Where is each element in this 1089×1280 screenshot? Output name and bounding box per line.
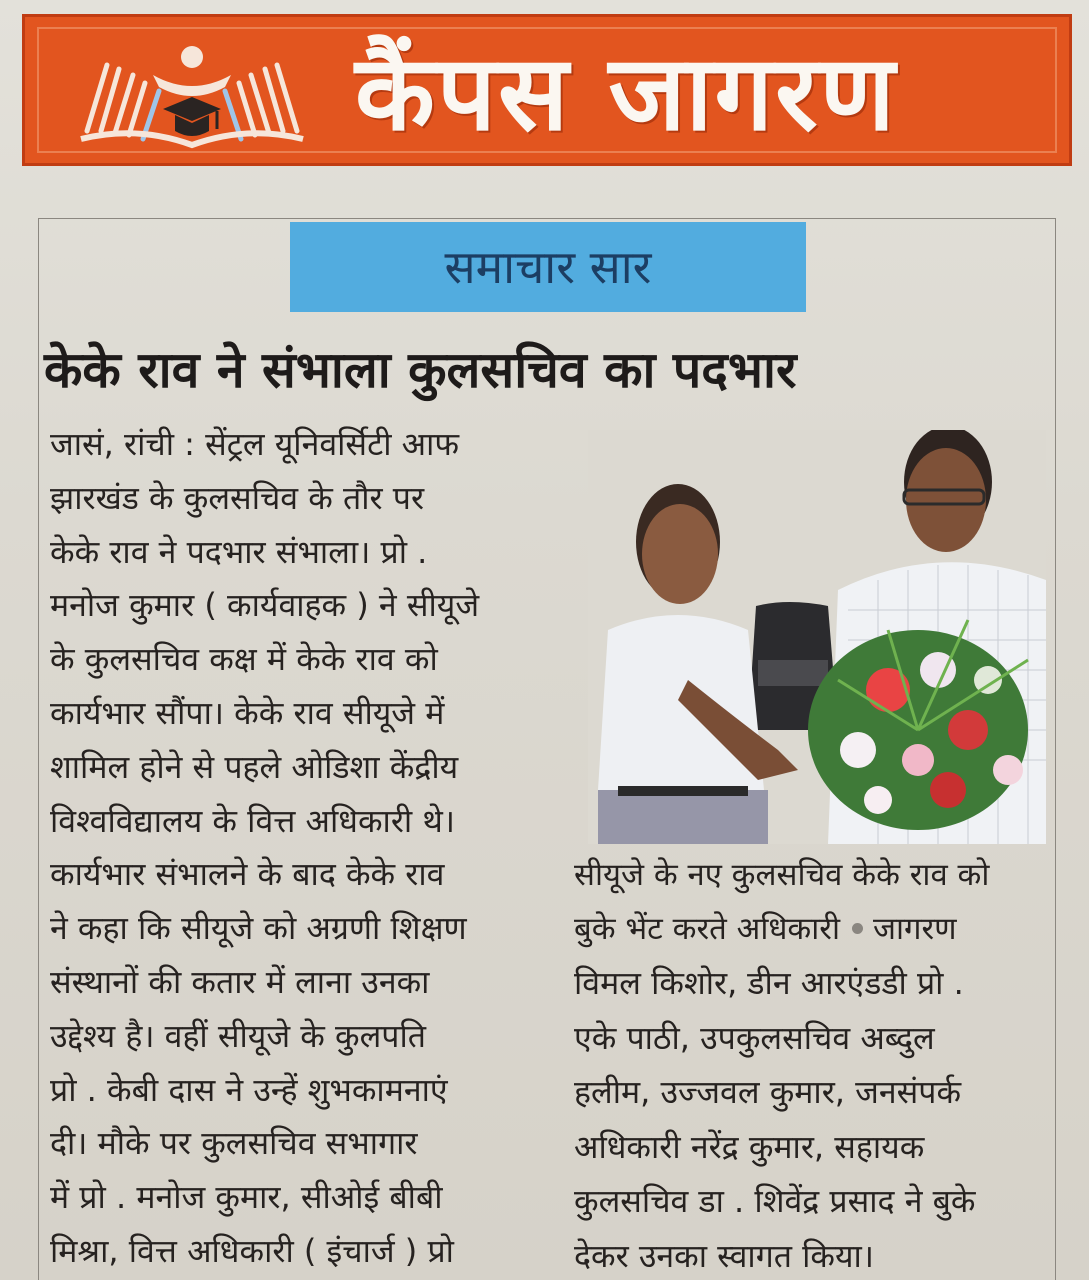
body-line: मिश्रा, वित्त अधिकारी ( इंचार्ज ) प्रो [50,1231,454,1270]
photo-caption [574,848,1044,956]
photo-credit: जागरण [872,911,957,947]
section-label: समाचार सार [290,222,806,312]
body-line: के कुलसचिव कक्ष में केके राव को [50,640,438,679]
body-line: प्रो . केबी दास ने उन्हें शुभकामनाएं [50,1070,448,1109]
body-line: संस्थानों की कतार में लाना उनका [50,962,430,1001]
body-line: उद्देश्य है। वहीं सीयूजे के कुलपति [50,1016,427,1055]
news-photo [588,430,1046,844]
body-line: हलीम, उज्जवल कुमार, जनसंपर्क [574,1073,962,1112]
masthead-title: कैंपस जागरण [355,32,897,154]
body-line: जासं, रांची : सेंट्रल यूनिवर्सिटी आफ [50,425,460,463]
book-graduation-cap-icon [67,35,317,151]
body-line: में प्रो . मनोज कुमार, सीओई बीबी [50,1178,443,1217]
body-line: दी। मौके पर कुलसचिव सभागार [50,1124,418,1163]
body-line: कुलसचिव डा . शिवेंद्र प्रसाद ने बुके [574,1182,976,1221]
headline: केके राव ने संभाला कुलसचिव का पदभार [44,341,797,399]
body-line: ने कहा कि सीयूजे को अग्रणी शिक्षण [50,909,467,948]
body-line: कार्यभार संभालने के बाद केके राव [50,855,445,894]
bullet-dot-icon [852,923,863,934]
article-body-left [50,418,550,1279]
masthead-banner [22,14,1072,166]
body-line: विश्वविद्यालय के वित्त अधिकारी थे। [50,801,455,840]
article-body-right [574,956,1044,1280]
body-line: मनोज कुमार ( कार्यवाहक ) ने सीयूजे [50,586,480,625]
body-line: अधिकारी नरेंद्र कुमार, सहायक [574,1127,925,1166]
body-line: झारखंड के कुलसचिव के तौर पर [50,478,425,517]
body-line: एके पाठी, उपकुलसचिव अब्दुल [574,1018,935,1057]
body-line: शामिल होने से पहले ओडिशा केंद्रीय [50,747,459,786]
caption-line: सीयूजे के नए कुलसचिव केके राव को [574,857,990,893]
caption-text: बुके भेंट करते अधिकारी [574,911,840,947]
caption-line [574,902,1044,956]
body-line: कार्यभार सौंपा। केके राव सीयूजे में [50,693,445,732]
body-line: देकर उनका स्वागत किया। [574,1236,874,1275]
body-line: केके राव ने पदभार संभाला। प्रो . [50,532,428,571]
body-line: विमल किशोर, डीन आरएंडडी प्रो . [574,964,964,1002]
